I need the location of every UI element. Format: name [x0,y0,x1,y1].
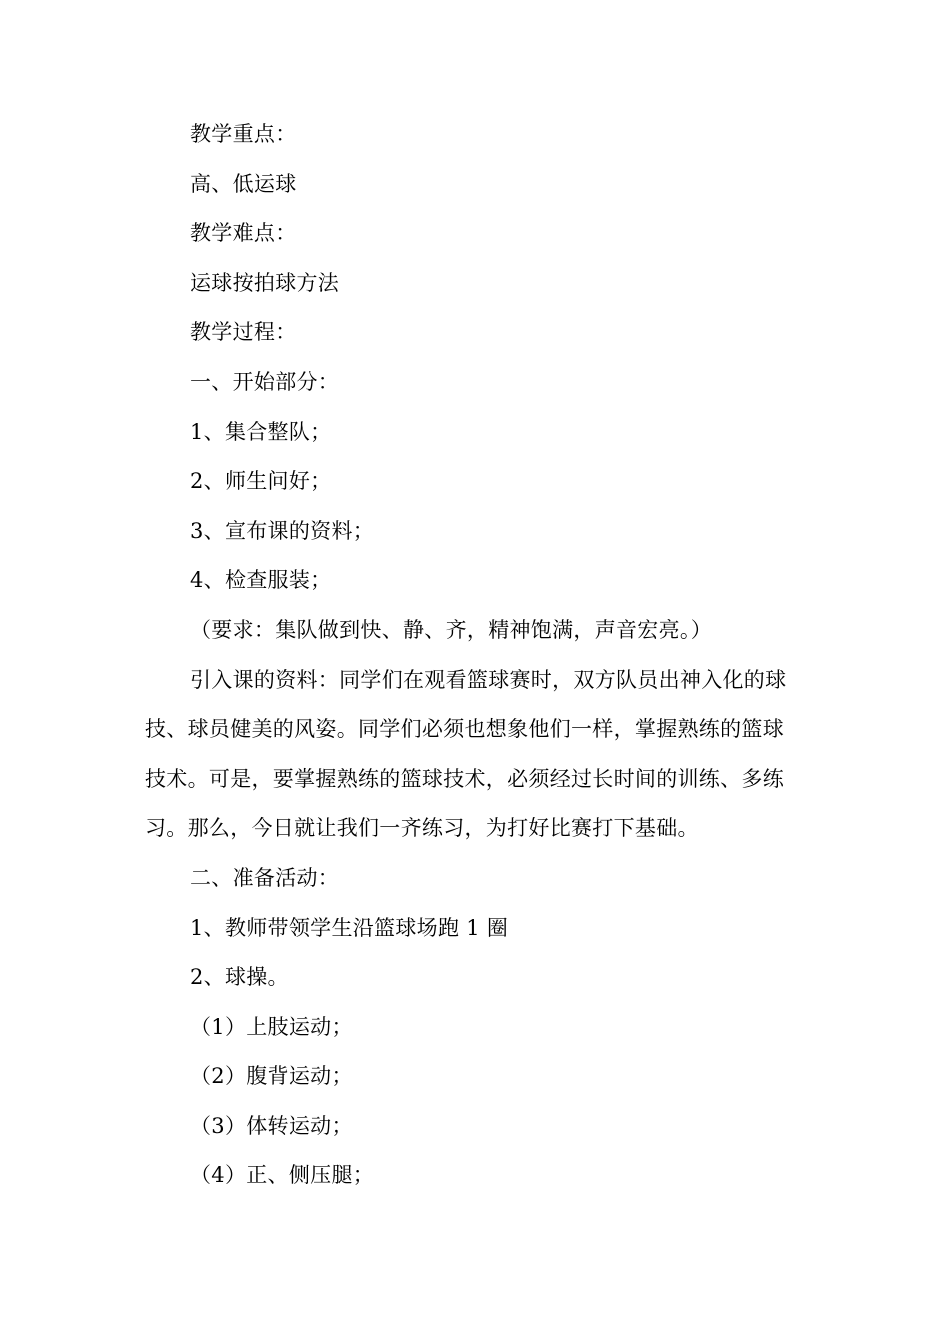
heading-teaching-process: 教学过程： [190,320,297,345]
list-item: （3）体转运动； [190,1113,353,1138]
paragraph-line: 技、球员健美的风姿。同学们必须也想象他们一样，掌握熟练的篮球 [145,717,784,742]
paragraph-line: 技术。可是，要掌握熟练的篮球技术，必须经过长时间的训练、多练 [145,766,784,791]
list-item: 2、师生问好； [190,469,332,494]
section-start: 一、开始部分： [190,369,340,394]
list-item: 1、教师带领学生沿篮球场跑 1 圈 [190,915,509,940]
list-item: （2）腹背运动； [190,1064,353,1089]
paragraph-line: 引入课的资料：同学们在观看篮球赛时，双方队员出神入化的球 [190,667,787,692]
heading-teaching-difficulty: 教学难点： [190,221,297,246]
section-warmup: 二、准备活动： [190,865,340,890]
text-teaching-difficulty: 运球按拍球方法 [190,270,340,295]
text-teaching-focus: 高、低运球 [190,171,297,196]
paragraph-line: 习。那么，今日就让我们一齐练习，为打好比赛打下基础。 [145,816,699,841]
document-body [145,110,815,1201]
list-item: 2、球操。 [190,965,289,990]
intro-paragraph [145,656,815,854]
heading-teaching-focus: 教学重点： [190,122,297,146]
list-item: 3、宣布课的资料； [190,518,375,543]
list-item: （4）正、侧压腿； [190,1163,375,1188]
list-item: 1、集合整队； [190,419,332,444]
list-item: （1）上肢运动； [190,1014,353,1039]
list-item: 4、检查服装； [190,568,332,593]
requirement-note: （要求：集队做到快、静、齐，精神饱满，声音宏亮。） [190,617,712,642]
